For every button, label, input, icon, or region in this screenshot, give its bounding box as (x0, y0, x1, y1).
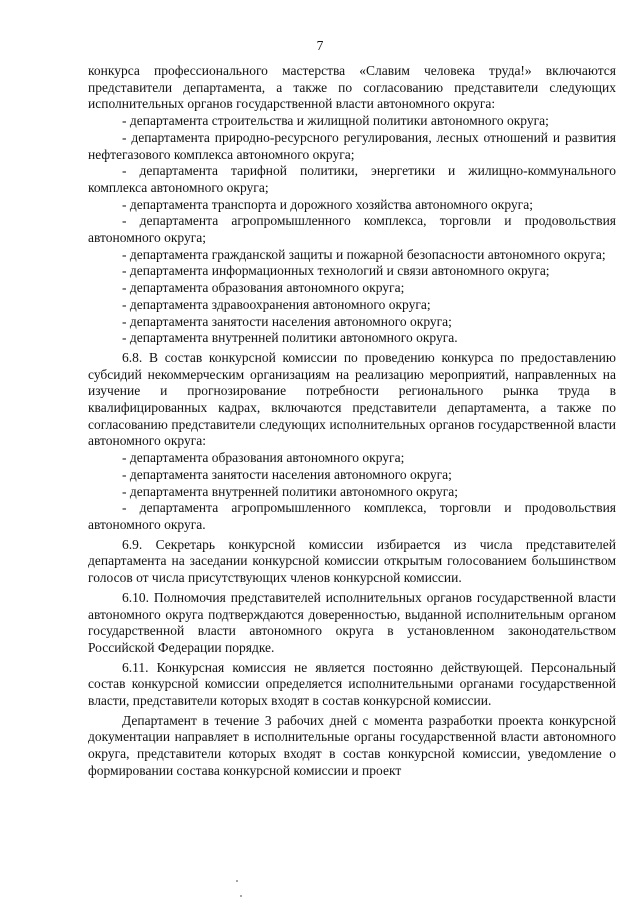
page-number: 7 (316, 38, 324, 53)
list-item: - департамента транспорта и дорожного хозяйства автономного округа; (122, 196, 533, 212)
list-item: - департамента природно-ресурсного регулирования, лесных отношений и развития нефтегазового комплекса автономного округа; (88, 129, 616, 162)
paragraph-continuation: конкурса профессионального мастерства «Славим человека труда!» включаются представители департамента, а также по согласованию представители следующих исполнительных органов государственной власти автономного округа: (88, 63, 616, 112)
list-item: - департамента информационных технологий и связи автономного округа; (122, 263, 550, 279)
list-item: - департамента тарифной политики, энергетики и жилищно-коммунального комплекса автономного округа; (88, 163, 616, 195)
scan-speck (240, 895, 242, 897)
scan-speck (236, 880, 238, 882)
list-item: - департамента строительства и жилищной политики автономного округа; (122, 113, 549, 129)
list-item: - департамента образования автономного округа; (122, 280, 405, 296)
clause-6-9: 6.9. Секретарь конкурсной комиссии избирается из числа представителей департамента на заседании конкурсной комиссии открытым голосованием большинством голосов от числа присутствующих членов конкурсной комиссии. (88, 536, 616, 586)
list-item: - департамента гражданской защиты и пожарной безопасности автономного округа; (122, 246, 606, 262)
list-item: - департамента агропромышленного комплекса, торговли и продовольствия автономного округа. (88, 500, 616, 532)
list-item: - департамента здравоохранения автономного округа; (122, 296, 431, 312)
list-item: - департамента внутренней политики автономного округа. (122, 330, 458, 346)
list-item: - департамента занятости населения автономного округа; (122, 466, 452, 482)
clause-6-11: 6.11. Конкурсная комиссия не является постоянно действующей. Персональный состав конкурсной комиссии определяется исполнительными органами государственной власти, представители которых входят в состав конкурсной комиссии. (88, 659, 616, 709)
list-item: - департамента агропромышленного комплекса, торговли и продовольствия автономного округа; (88, 213, 616, 246)
document-body (88, 63, 616, 780)
list-item: - департамента внутренней политики автономного округа; (122, 483, 458, 499)
clause-6-8: 6.8. В состав конкурсной комиссии по проведению конкурса по предоставлению субсидий некоммерческим организациям на реализацию мероприятий, направленных на изучение и прогнозирование потребности регионального рынка труда в квалифицированных кадрах, включаются представители департамента, а также по согласованию представители следующих исполнительных органов государственной власти автономного округа: (88, 349, 616, 449)
clause-6-10: 6.10. Полномочия представителей исполнительных органов государственной власти автономного округа подтверждаются доверенностью, выданной исполнительным органом государственной власти автономного округа в установленном законодательством Российской Федерации порядке. (88, 589, 616, 655)
list-item: - департамента образования автономного округа; (122, 450, 405, 466)
paragraph-department-notice: Департамент в течение 3 рабочих дней с момента разработки проекта конкурсной документации направляет в исполнительные органы государственной власти автономного округа, представители которых входят в состав конкурсной комиссии, уведомление о формировании состава конкурсной комиссии и проект (88, 712, 616, 778)
list-item: - департамента занятости населения автономного округа; (122, 313, 452, 329)
